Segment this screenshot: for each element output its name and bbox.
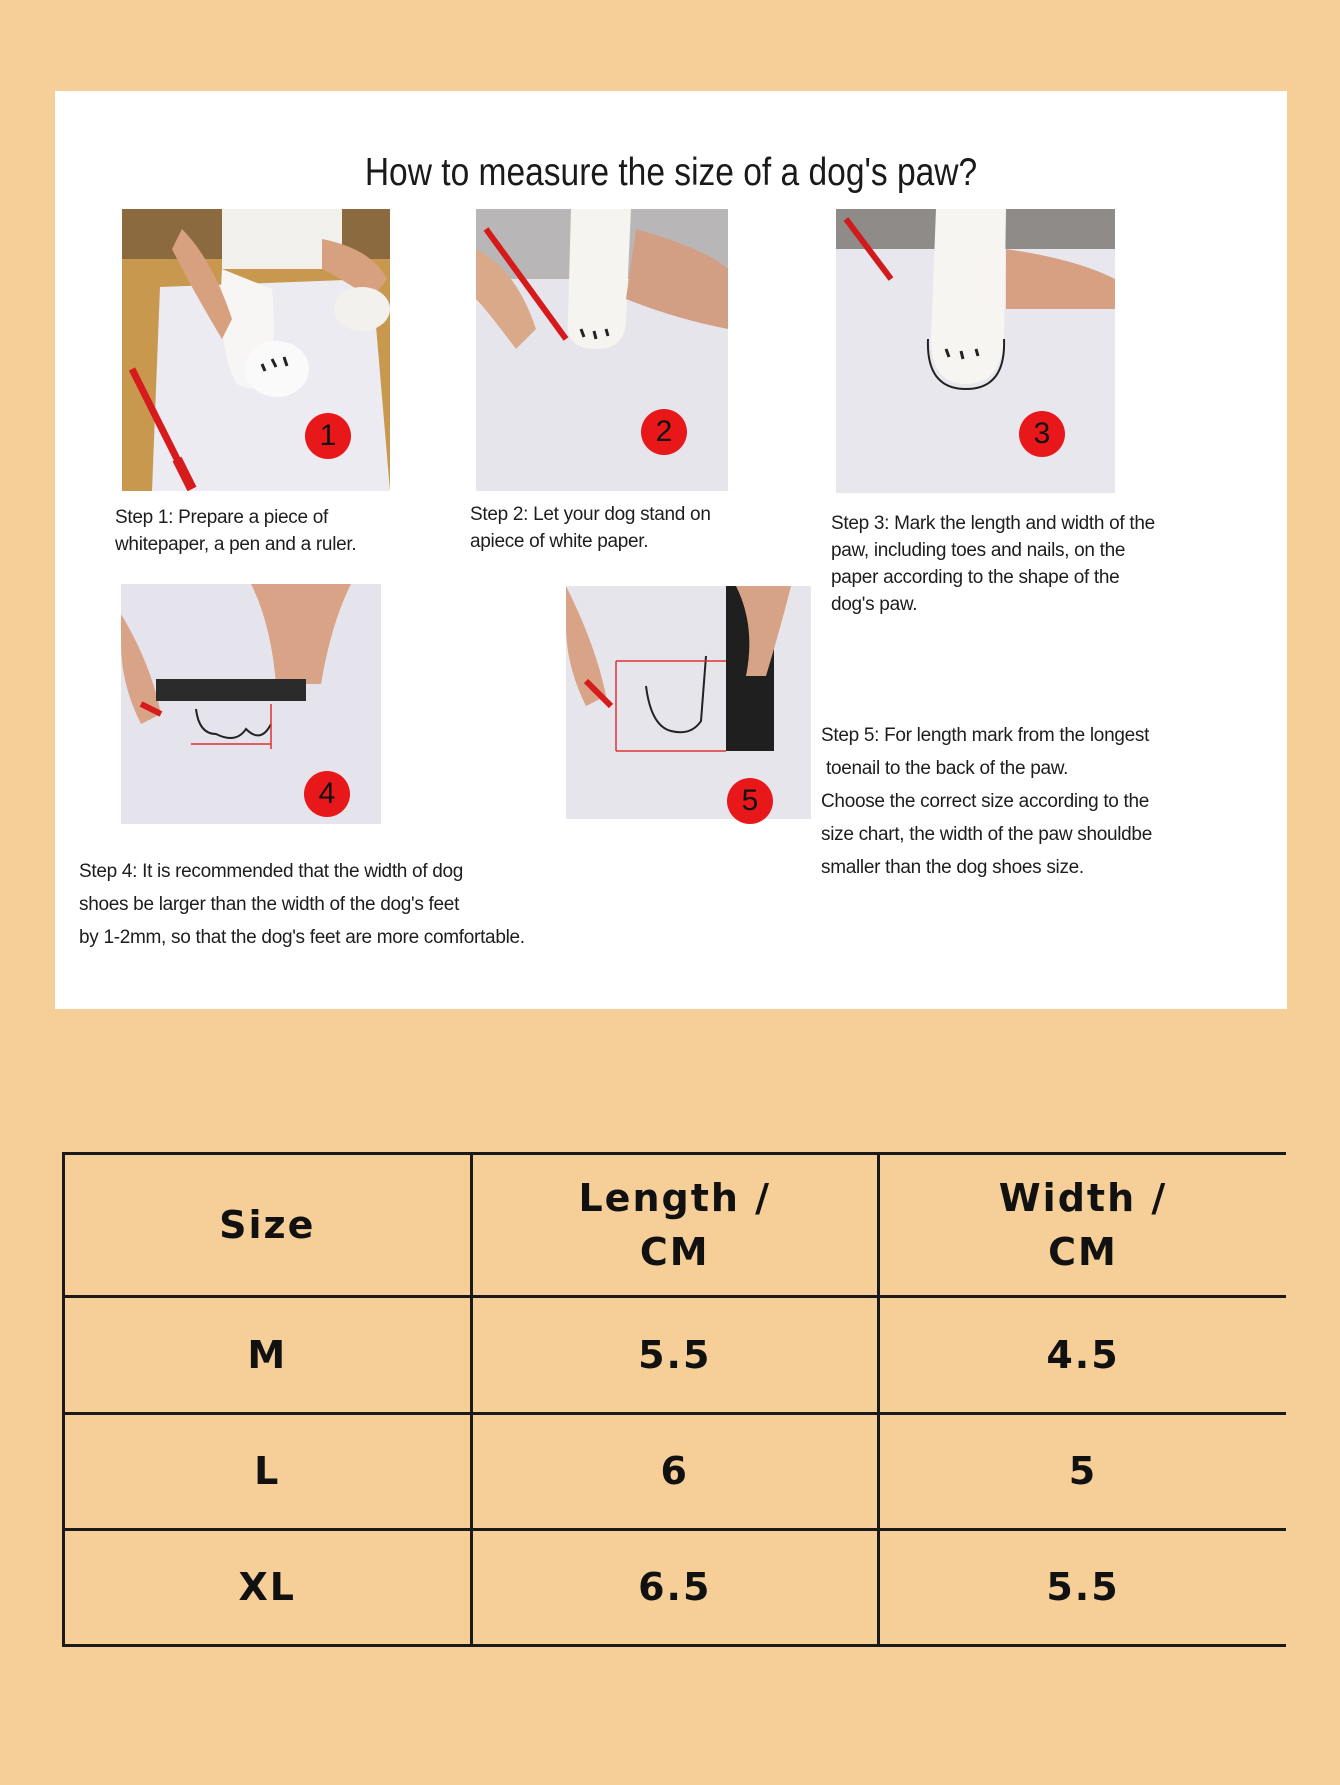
length-cell: 6.5 <box>471 1529 879 1645</box>
length-cell: 6 <box>471 1413 879 1529</box>
size-cell: XL <box>64 1529 472 1645</box>
size-cell: L <box>64 1413 472 1529</box>
header-size: Size <box>64 1154 472 1297</box>
step-2-badge: 2 <box>641 409 687 455</box>
step-1-badge: 1 <box>305 413 351 459</box>
step-1-text: Step 1: Prepare a piece of whitepaper, a pen and a ruler. <box>115 507 357 555</box>
width-cell: 5 <box>879 1413 1287 1529</box>
step-5-text: Step 5: For length mark from the longest toenail to the back of the paw. Choose the correct size according to the size chart, the width of the paw shouldbe smaller than the dog shoes size. <box>821 725 1152 878</box>
step-4-badge: 4 <box>304 771 350 817</box>
step-2-photo <box>476 209 728 491</box>
step-4-text: Step 4: It is recommended that the width of dog shoes be larger than the width of the dog's feet by 1-2mm, so that the dog's feet are more comfortable. <box>79 861 525 948</box>
step-2-text: Step 2: Let your dog stand on apiece of white paper. <box>470 504 711 552</box>
measurement-guide-panel <box>55 91 1287 1009</box>
table-row <box>64 1529 1287 1645</box>
guide-title: How to measure the size of a dog's paw? <box>364 151 978 194</box>
size-chart-header-row <box>64 1154 1287 1297</box>
table-row <box>64 1297 1287 1413</box>
step-1-photo <box>122 209 390 491</box>
width-cell: 5.5 <box>879 1529 1287 1645</box>
step-5-badge: 5 <box>727 778 773 824</box>
table-row <box>64 1413 1287 1529</box>
length-cell: 5.5 <box>471 1297 879 1413</box>
step-3-photo <box>836 209 1115 493</box>
step-3-text: Step 3: Mark the length and width of the paw, including toes and nails, on the paper according to the shape of the dog's paw. <box>831 513 1155 615</box>
header-width: Width / CM <box>879 1154 1287 1297</box>
size-chart-table <box>62 1152 1286 1647</box>
header-length: Length / CM <box>471 1154 879 1297</box>
step-3-badge: 3 <box>1019 411 1065 457</box>
step-5-photo <box>566 586 811 819</box>
size-cell: M <box>64 1297 472 1413</box>
width-cell: 4.5 <box>879 1297 1287 1413</box>
